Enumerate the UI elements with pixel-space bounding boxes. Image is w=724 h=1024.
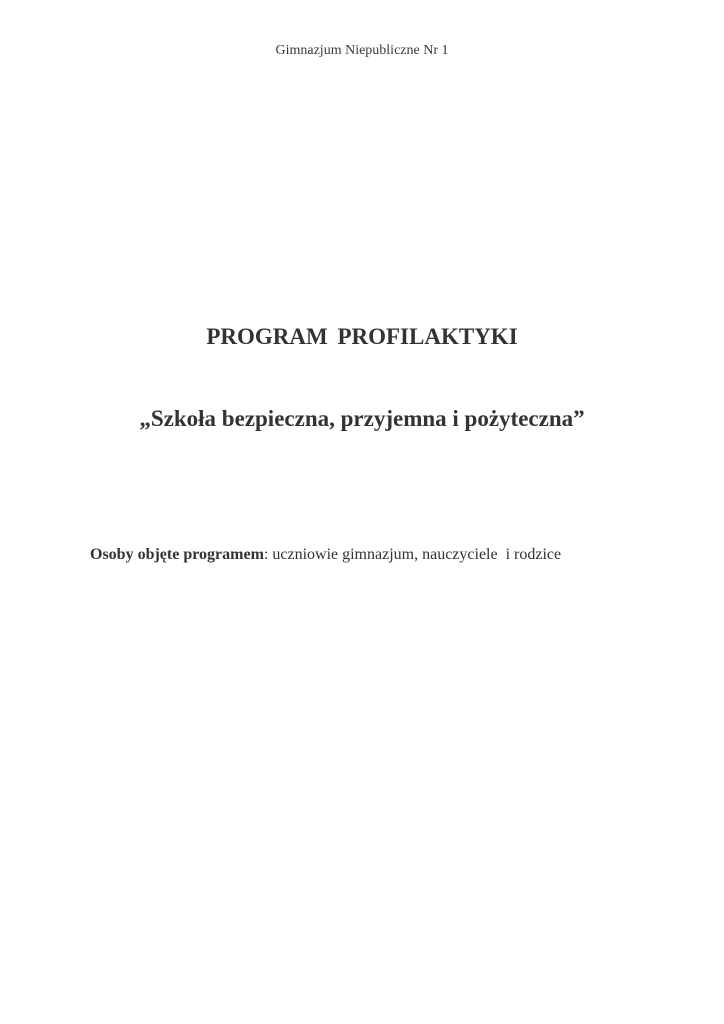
document-title: PROGRAM PROFILAKTYKI: [206, 324, 518, 349]
page-header: Gimnazjum Niepubliczne Nr 1: [275, 43, 449, 58]
target-audience-separator: :: [263, 546, 273, 563]
target-audience-value: uczniowie gimnazjum, nauczyciele i rodzice: [272, 546, 562, 563]
program-subtitle: „Szkoła bezpieczna, przyjemna i pożyteczna”: [139, 406, 585, 431]
target-audience-line: [90, 544, 710, 566]
target-audience-label: Osoby objęte programem: [90, 546, 264, 563]
